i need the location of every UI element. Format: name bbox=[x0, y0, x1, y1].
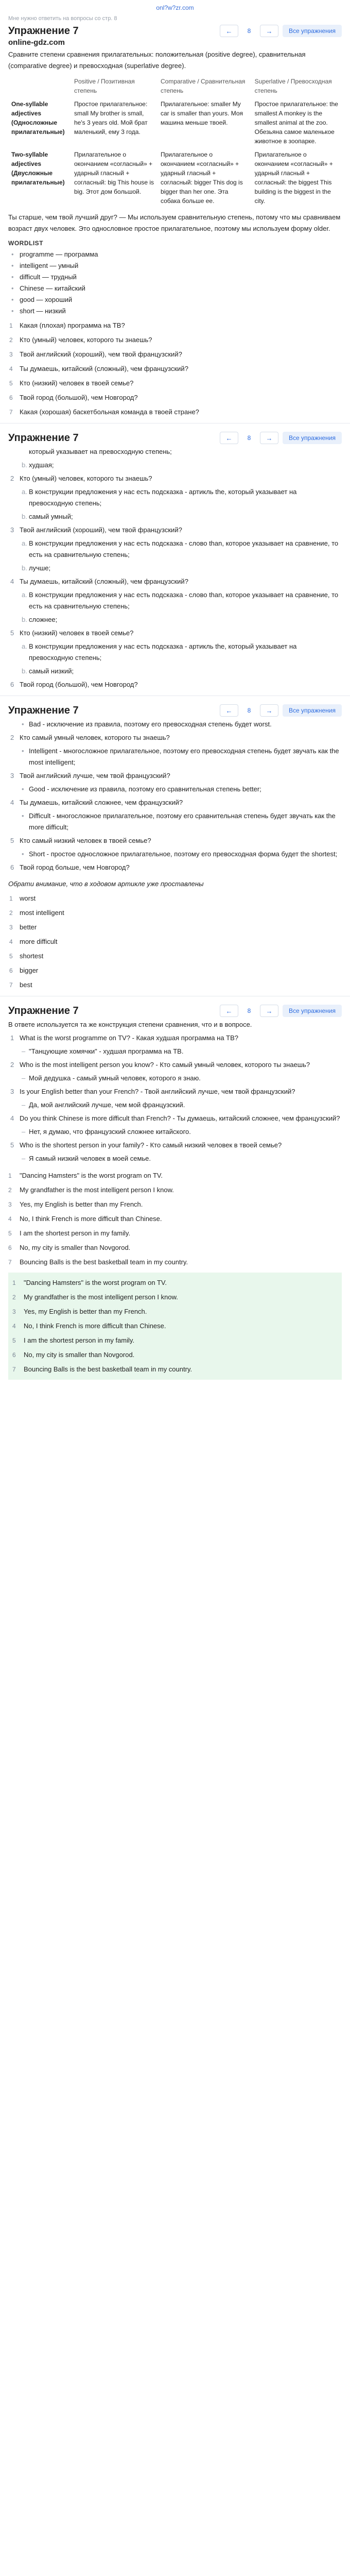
answer-line: • Intelligent - многосложное прилагательное, поэтому его превосходная степень будет звучать как the most intelligent; bbox=[22, 747, 339, 766]
wordlist bbox=[8, 249, 342, 317]
intro-text: В ответе используется та же конструкция степени сравнения, что и в вопросе. bbox=[8, 1021, 252, 1028]
answer-line: который указывает на превосходную степень; bbox=[29, 448, 172, 455]
question-line: 3 Is your English better than your French? - Твой английский лучше, чем твой французский? bbox=[10, 1088, 295, 1095]
word-item: 4 more difficult bbox=[9, 938, 58, 945]
word-item: 6 bigger bbox=[9, 967, 39, 974]
word-item: 3 better bbox=[9, 923, 37, 931]
answer-row: 5 I am the shortest person in my family. bbox=[8, 1229, 131, 1237]
question-item: 1 Какая (плохая) программа на ТВ? bbox=[9, 321, 125, 329]
question-line: 4 Do you think Chinese is more difficult than French? - Ты думаешь, китайский сложнее, чем французский? bbox=[10, 1114, 340, 1122]
exercise-title: Упражнение 7 bbox=[8, 432, 79, 444]
list-item: • difficult — трудный bbox=[8, 272, 342, 283]
answer-line: – Я самый низкий человек в моей семье. bbox=[22, 1155, 151, 1162]
question-item: 6 Твой город (большой), чем Новгород? bbox=[9, 394, 138, 401]
next-arrow-icon[interactable]: → bbox=[260, 432, 278, 444]
answer-row: 7 Bouncing Balls is the best basketball team in my country. bbox=[12, 1365, 192, 1373]
wordlist-label: WORDLIST bbox=[8, 240, 43, 247]
watermark: online-gdz.com bbox=[8, 38, 65, 47]
next-arrow-icon[interactable]: → bbox=[260, 1005, 278, 1017]
table-cell: Прилагательное о окончанием «согласный» + ударный гласный + согласный: big This house is big. Этот дом большой. bbox=[74, 151, 154, 195]
answer-row: 3 Yes, my English is better than my French. bbox=[8, 1200, 143, 1208]
exercise-section-4 bbox=[0, 1002, 350, 1380]
answer-line: • Short - простое односложное прилагательное, поэтому его превосходная форма будет the shortest; bbox=[22, 850, 338, 858]
question-line: 5 Who is the shortest person in your family? - Кто самый низкий человек в твоей семье? bbox=[10, 1141, 282, 1149]
table-header: Comparative / Сравнительная степень bbox=[160, 78, 246, 94]
table-row bbox=[8, 97, 342, 148]
site-logo[interactable]: onl?w?zr.com bbox=[156, 4, 194, 11]
exercise-header bbox=[8, 1002, 342, 1017]
prev-arrow-icon[interactable]: ← bbox=[220, 1005, 238, 1017]
prev-arrow-icon[interactable]: ← bbox=[220, 432, 238, 444]
answer-line: b. худшая; bbox=[22, 461, 54, 469]
exercise-nav bbox=[220, 1005, 342, 1017]
all-exercises-button[interactable]: Все упражнения bbox=[283, 704, 342, 717]
table-cell: Прилагательное о окончанием «согласный» + ударный гласный + согласный: bigger This dog is bigger than her one. Эта собака больше ее. bbox=[160, 151, 243, 205]
question-line: 2 Кто самый умный человек, которого ты знаешь? bbox=[10, 734, 170, 741]
question-line: 4 Ты думаешь, китайский сложнее, чем французский? bbox=[10, 799, 183, 806]
question-line: 1 What is the worst programme on TV? - Какая худшая программа на ТВ? bbox=[10, 1034, 239, 1042]
answer-line: b. самый умный; bbox=[22, 513, 73, 520]
answer-list bbox=[8, 1168, 342, 1269]
question-item: 3 Твой английский (хороший), чем твой французский? bbox=[9, 350, 182, 358]
answer-row: 2 My grandfather is the most intelligent person I know. bbox=[12, 1293, 178, 1301]
table-cell: Прилагательное о окончанием «согласный» + ударный гласный + согласный: the biggest This building is the biggest in the city. bbox=[254, 151, 333, 205]
exercise-header bbox=[8, 701, 342, 717]
answer-line: a. В конструкции предложения у нас есть подсказка - слово than, которое указывает на сравнение, то есть на сравнительную степень; bbox=[22, 539, 339, 558]
answer-row: 5 I am the shortest person in my family. bbox=[12, 1336, 135, 1344]
question-line: 3 Твой английский (хороший), чем твой французский? bbox=[10, 526, 182, 534]
list-item: • short — низкий bbox=[8, 306, 342, 317]
table-row-head: Two-syllable adjectives (Двусложные прилагательные) bbox=[11, 151, 65, 186]
next-arrow-icon[interactable]: → bbox=[260, 25, 278, 37]
question-item: 5 Кто (низкий) человек в твоей семье? bbox=[9, 379, 134, 387]
word-item: 5 shortest bbox=[9, 952, 44, 960]
exercise-header bbox=[8, 429, 342, 444]
all-exercises-button[interactable]: Все упражнения bbox=[283, 25, 342, 37]
question-item: 7 Какая (хорошая) баскетбольная команда в твоей стране? bbox=[9, 408, 199, 416]
table-cell: Прилагательное: smaller My car is smaller than yours. Моя машина меньше твоей. bbox=[160, 100, 243, 126]
answer-line: • Good - исключение из правила, поэтому его сравнительная степень better; bbox=[22, 785, 261, 793]
table-header: Positive / Позитивная степень bbox=[74, 78, 135, 94]
page-hint: Мне нужно ответить на вопросы со стр. 8 bbox=[8, 15, 117, 22]
question-line: 4 Ты думаешь, китайский (сложный), чем французский? bbox=[10, 578, 188, 585]
answer-line: b. сложнее; bbox=[22, 616, 58, 623]
question-line: 5 Кто самый низкий человек в твоей семье? bbox=[10, 837, 151, 844]
table-cell: Простое прилагательное: the smallest A monkey is the smallest animal at the zoo. Обезьяна самое маленькое животное в зоопарке. bbox=[254, 100, 338, 145]
answer-row: 4 No, I think French is more difficult than Chinese. bbox=[12, 1322, 166, 1330]
answer-line: • Bad - исключение из правила, поэтому его превосходная степень будет worst. bbox=[22, 720, 272, 728]
highlighted-answers bbox=[8, 1273, 342, 1380]
question-item: 4 Ты думаешь, китайский (сложный), чем французский? bbox=[9, 365, 188, 372]
answer-line: – Нет, я думаю, что французский сложнее китайского. bbox=[22, 1128, 191, 1136]
exercise-section-1 bbox=[0, 22, 350, 418]
page-number: 8 bbox=[247, 1007, 251, 1014]
exercise-nav bbox=[220, 432, 342, 444]
answer-line: – Мой дедушка - самый умный человек, которого я знаю. bbox=[22, 1074, 201, 1082]
question-line: 2 Who is the most intelligent person you know? - Кто самый умный человек, которого ты знаешь? bbox=[10, 1061, 310, 1069]
answer-row: 2 My grandfather is the most intelligent person I know. bbox=[8, 1186, 174, 1194]
page-number: 8 bbox=[247, 707, 251, 714]
answer-row: 7 Bouncing Balls is the best basketball team in my country. bbox=[8, 1258, 188, 1266]
answer-row: 1 "Dancing Hamsters" is the worst program on TV. bbox=[12, 1279, 167, 1286]
question-line: 3 Твой английский лучше, чем твой французский? bbox=[10, 772, 170, 779]
word-item: 1 worst bbox=[9, 894, 36, 902]
prev-arrow-icon[interactable]: ← bbox=[220, 25, 238, 37]
table-cell: Простое прилагательное: small My brother is small, he's 3 years old. Мой брат маленький, ему 3 года. bbox=[74, 100, 148, 135]
exercise-title: Упражнение 7 bbox=[8, 704, 79, 716]
list-item: • intelligent — умный bbox=[8, 260, 342, 272]
exercise-section-3 bbox=[0, 701, 350, 991]
table-header bbox=[8, 75, 71, 97]
list-item: • Chinese — китайский bbox=[8, 283, 342, 294]
question-line: 2 Кто (умный) человек, которого ты знаешь? bbox=[10, 474, 152, 482]
page-number: 8 bbox=[247, 434, 251, 442]
word-list bbox=[8, 893, 342, 991]
answer-row: 3 Yes, my English is better than my French. bbox=[12, 1308, 147, 1315]
table-header-row bbox=[8, 75, 342, 97]
table-row-head: One-syllable adjectives (Односложные прилагательные) bbox=[11, 100, 65, 135]
answer-line: b. самый низкий; bbox=[22, 667, 74, 675]
page-number: 8 bbox=[247, 27, 251, 35]
question-list bbox=[8, 320, 342, 418]
answer-row: 6 No, my city is smaller than Novgorod. bbox=[8, 1244, 131, 1251]
answer-line: a. В конструкции предложения у нас есть подсказка - артикль the, который указывает на превосходную степень; bbox=[22, 488, 297, 507]
answer-line: b. лучше; bbox=[22, 564, 51, 572]
answer-line: • Difficult - многосложное прилагательное, поэтому его сравнительная степень будет звучать как the more difficult; bbox=[22, 812, 336, 831]
question-line: 5 Кто (низкий) человек в твоей семье? bbox=[10, 629, 134, 637]
answer-line: – "Танцующие хомячки" - худшая программа на ТВ. bbox=[22, 1047, 184, 1055]
word-item: 2 most intelligent bbox=[9, 909, 64, 917]
list-item: • good — хороший bbox=[8, 294, 342, 306]
question-line: 6 Твой город больше, чем Новгород? bbox=[10, 863, 130, 871]
question-item: 2 Кто (умный) человек, которого ты знаешь? bbox=[9, 336, 152, 344]
question-line: 6 Твой город (большой), чем Новгород? bbox=[10, 681, 138, 688]
answer-line: a. В конструкции предложения у нас есть подсказка - слово than, которое указывает на сравнение, то есть на сравнительную степень; bbox=[22, 591, 339, 610]
explanation-text: Ты старше, чем твой лучший друг? — Мы используем сравнительную степень, потому что мы сравниваем возраст двух человек. Это однословное простое прилагательное, поэтому мы используем форму older. bbox=[8, 213, 341, 232]
answer-row: 6 No, my city is smaller than Novgorod. bbox=[12, 1351, 135, 1359]
all-exercises-button[interactable]: Все упражнения bbox=[283, 432, 342, 444]
answer-row: 4 No, I think French is more difficult than Chinese. bbox=[8, 1215, 162, 1223]
exercise-nav bbox=[220, 704, 342, 717]
answer-row: 1 "Dancing Hamsters" is the worst program on TV. bbox=[8, 1172, 163, 1179]
intro-text: Сравните степени сравнения прилагательных: положительная (positive degree), сравнительная (comparative degree) и превосходная (superlative degree). bbox=[8, 50, 306, 70]
attention-note: Обрати внимание, что в ходовом артикле уже проставлены bbox=[8, 880, 204, 888]
table-header: Superlative / Превосходная степень bbox=[254, 78, 332, 94]
exercise-title: Упражнение 7 bbox=[8, 1005, 79, 1016]
answer-line: a. В конструкции предложения у нас есть подсказка - артикль the, который указывает на превосходную степень; bbox=[22, 642, 297, 662]
exercise-section-2 bbox=[0, 429, 350, 690]
table-row bbox=[8, 148, 342, 208]
answer-line: – Да, мой английский лучше, чем мой французский. bbox=[22, 1101, 185, 1109]
word-item: 7 best bbox=[9, 981, 32, 989]
list-item: • programme — программа bbox=[8, 249, 342, 260]
next-arrow-icon[interactable]: → bbox=[260, 704, 278, 717]
exercise-title: Упражнение 7 bbox=[8, 25, 79, 37]
grammar-table bbox=[8, 75, 342, 208]
exercise-nav bbox=[220, 25, 342, 37]
exercise-header bbox=[8, 22, 342, 37]
prev-arrow-icon[interactable]: ← bbox=[220, 704, 238, 717]
all-exercises-button[interactable]: Все упражнения bbox=[283, 1005, 342, 1017]
